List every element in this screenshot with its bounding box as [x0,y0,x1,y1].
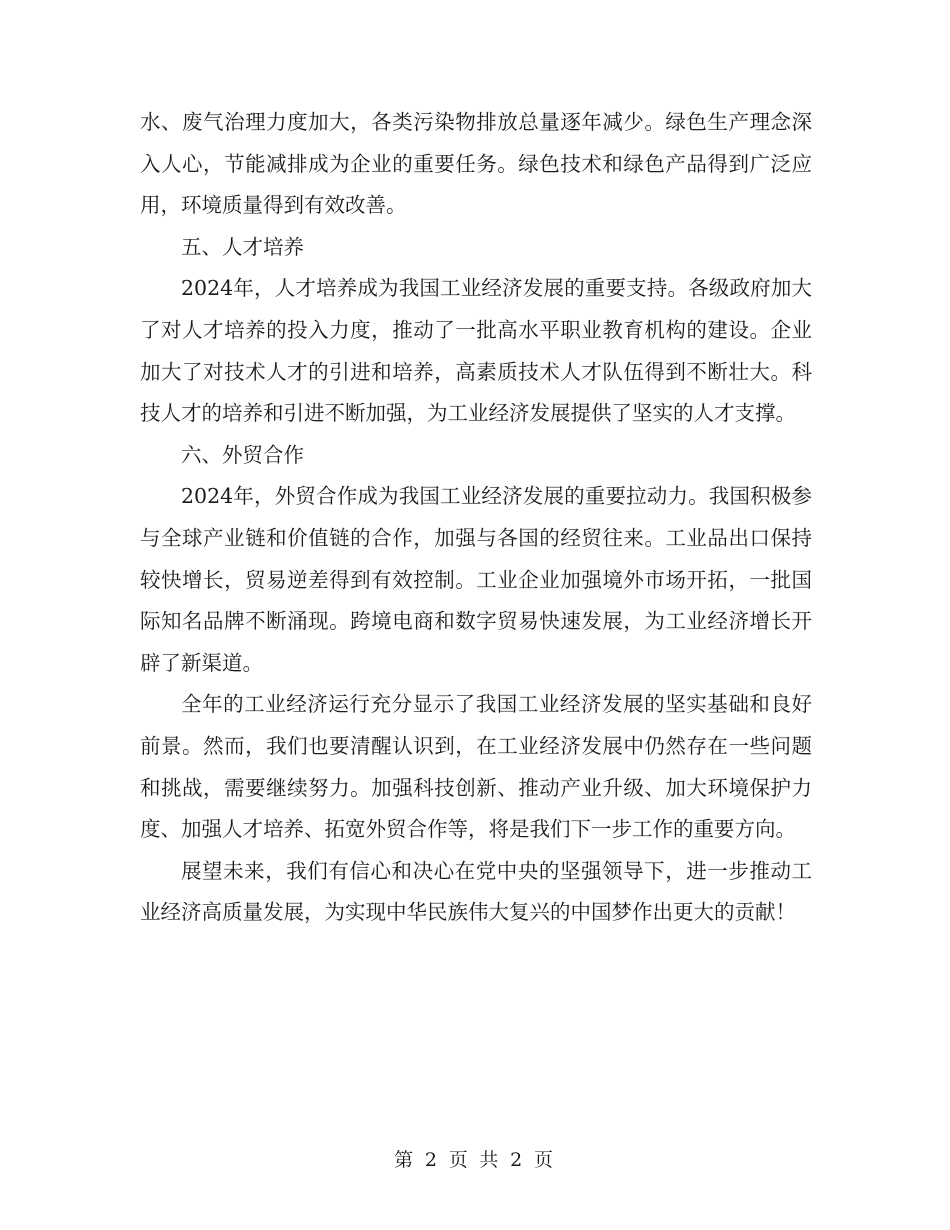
page-number-footer: 第 2 页 共 2 页 [394,1149,556,1171]
paragraph-environment-continued: 水、废气治理力度加大，各类污染物排放总量逐年减少。绿色生产理念深入人心，节能减排成为企业的重要任务。绿色技术和绿色产品得到广泛应用，环境质量得到有效改善。 [140,110,812,218]
paragraph-summary: 全年的工业经济运行充分显示了我国工业经济发展的坚实基础和良好前景。然而，我们也要清醒认识到，在工业经济发展中仍然存在一些问题和挑战，需要继续努力。加强科技创新、推动产业升级、加大环境保护力度、加强人才培养、拓宽外贸合作等，将是我们下一步工作的重要方向。 [140,692,812,842]
paragraph-trade: 2024年，外贸合作成为我国工业经济发展的重要拉动力。我国积极参与全球产业链和价值链的合作，加强与各国的经贸往来。工业品出口保持较快增长，贸易逆差得到有效控制。工业企业加强境外市场开拓，一批国际知名品牌不断涌现。跨境电商和数字贸易快速发展，为工业经济增长开辟了新渠道。 [140,484,812,675]
paragraph-outlook: 展望未来，我们有信心和决心在党中央的坚强领导下，进一步推动工业经济高质量发展，为实现中华民族伟大复兴的中国梦作出更大的贡献！ [140,858,812,925]
section-heading-trade: 六、外贸合作 [181,442,304,467]
section-heading-talent: 五、人才培养 [181,234,304,259]
paragraph-talent: 2024年，人才培养成为我国工业经济发展的重要支持。各级政府加大了对人才培养的投入力度，推动了一批高水平职业教育机构的建设。企业加大了对技术人才的引进和培养，高素质技术人才队伍得到不断壮大。科技人才的培养和引进不断加强，为工业经济发展提供了坚实的人才支撑。 [140,276,812,426]
document-body [140,102,812,934]
